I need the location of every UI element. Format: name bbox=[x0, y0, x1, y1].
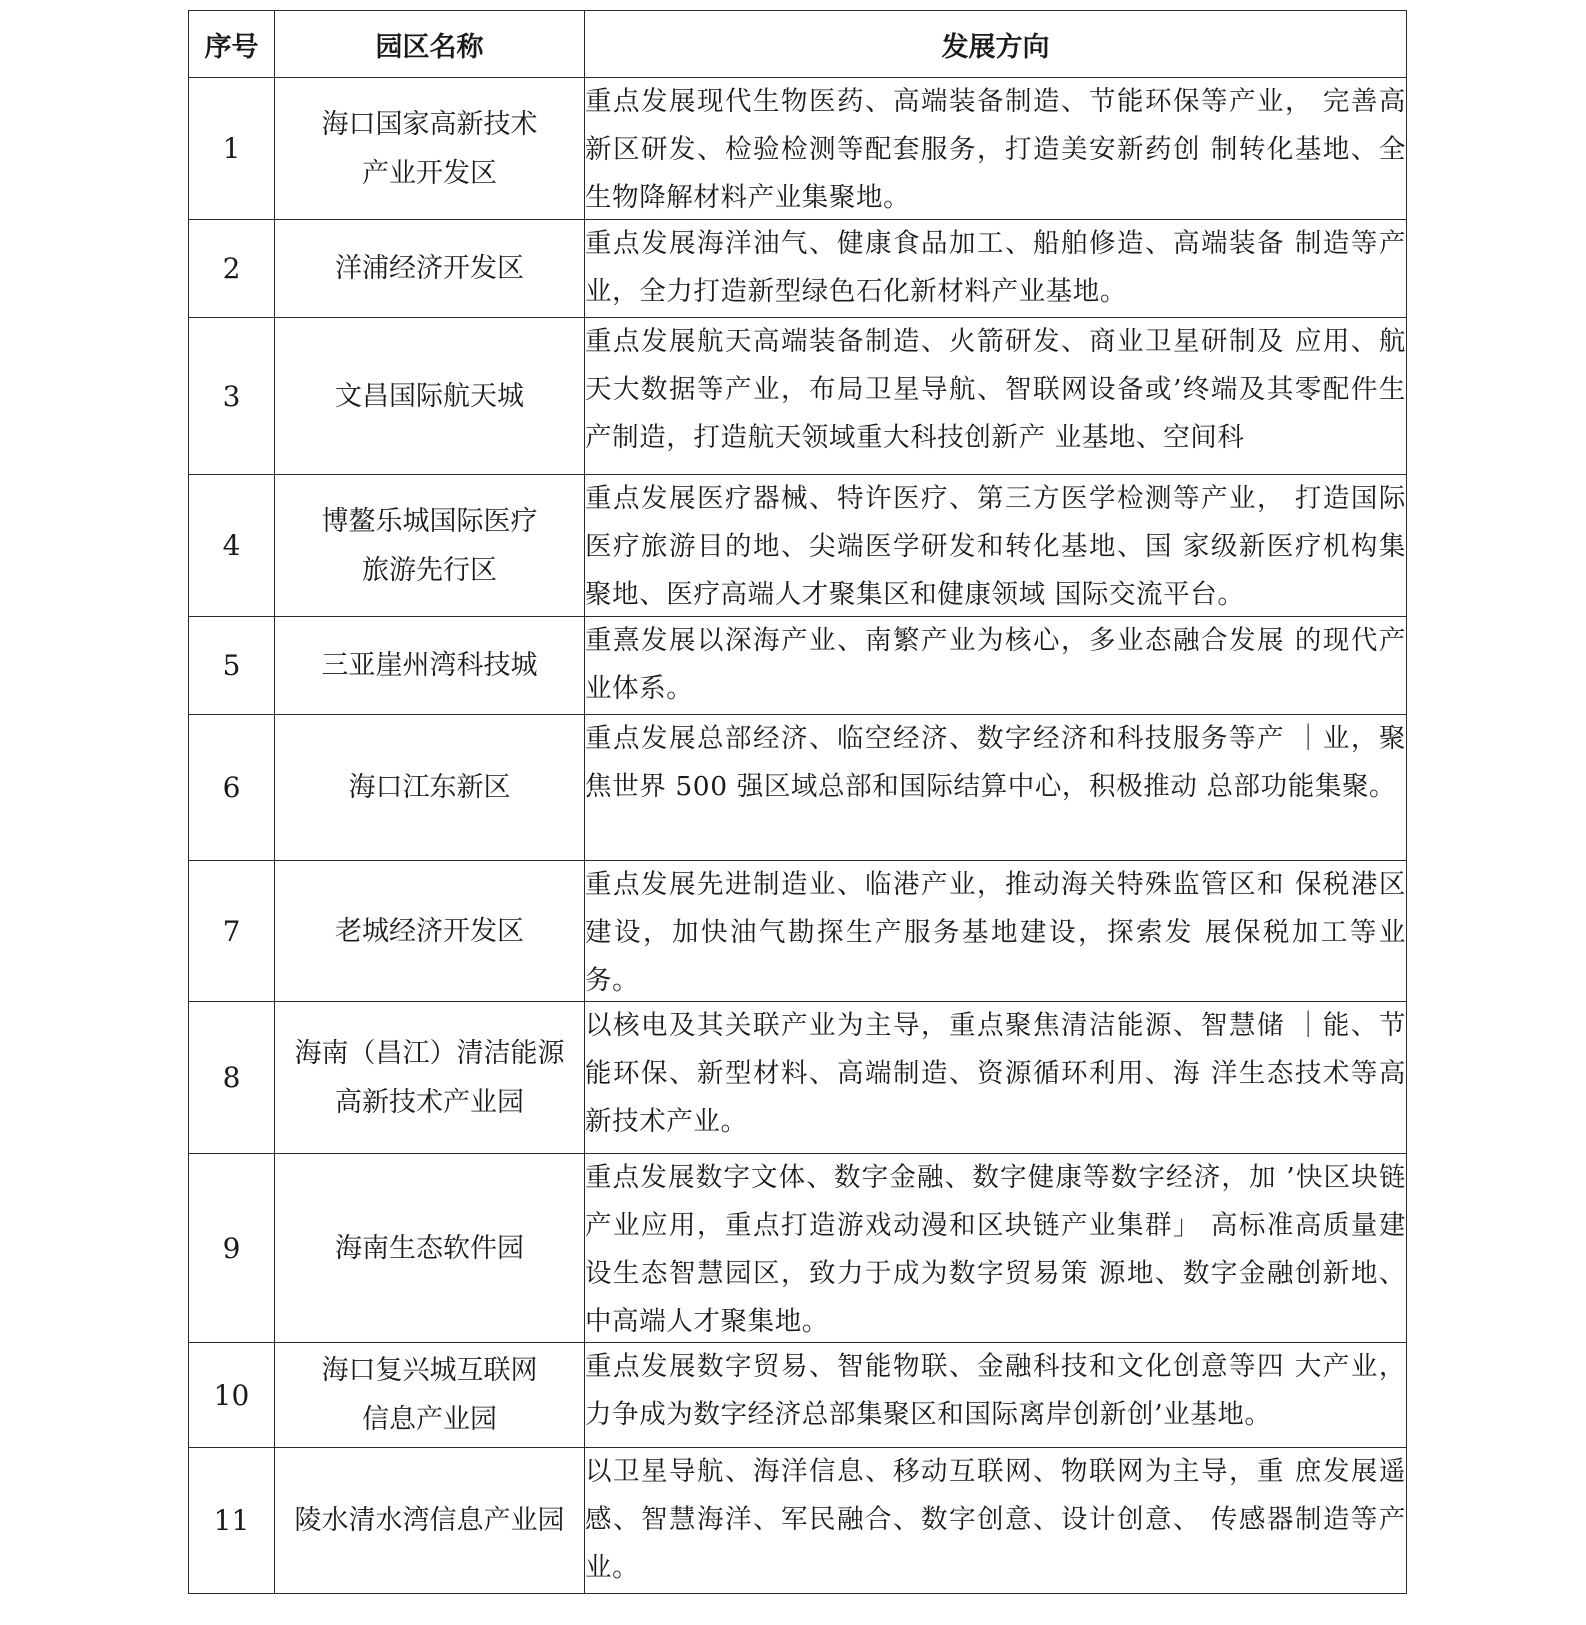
row-direction-text: 以卫星导航、海洋信息、移动互联网、物联网为主导，重 庶发展遥感、智慧海洋、军民融合、数字创意、设计创意、 传感器制造等产业。 bbox=[585, 1456, 1406, 1583]
row-direction bbox=[585, 861, 1407, 1002]
row-no: 3 bbox=[189, 318, 275, 475]
table-row bbox=[189, 1154, 1407, 1343]
table-row bbox=[189, 78, 1407, 220]
header-no: 序号 bbox=[189, 11, 275, 78]
header-development-direction: 发展方向 bbox=[585, 11, 1407, 78]
row-no: 11 bbox=[189, 1448, 275, 1594]
table-row bbox=[189, 861, 1407, 1002]
row-park-name: 洋浦经济开发区 bbox=[275, 220, 585, 318]
row-no: 9 bbox=[189, 1154, 275, 1343]
row-direction bbox=[585, 1448, 1407, 1594]
row-park-name: 海口复兴城互联网 信息产业园 bbox=[275, 1343, 585, 1448]
row-park-name: 海南（昌江）清洁能源 高新技术产业园 bbox=[275, 1002, 585, 1154]
row-direction bbox=[585, 1154, 1407, 1343]
table-header-row bbox=[189, 11, 1407, 78]
row-park-name: 陵水清水湾信息产业园 bbox=[275, 1448, 585, 1594]
row-direction bbox=[585, 1343, 1407, 1448]
row-no: 4 bbox=[189, 475, 275, 617]
row-no: 6 bbox=[189, 715, 275, 861]
row-direction-text: 重点发展数字文体、数字金融、数字健康等数字经济，加 ’快区块链产业应用，重点打造游戏动漫和区块链产业集群」 高标准高质量建设生态智慧园区，致力于成为数字贸易策 源地、数字金融创新地、中高端人才聚集地。 bbox=[585, 1162, 1406, 1337]
row-no: 7 bbox=[189, 861, 275, 1002]
table-row bbox=[189, 715, 1407, 861]
row-no: 10 bbox=[189, 1343, 275, 1448]
row-park-name: 文昌国际航天城 bbox=[275, 318, 585, 475]
row-direction bbox=[585, 617, 1407, 715]
row-direction-text: 以核电及其关联产业为主导，重点聚焦清洁能源、智慧储 ｜能、节能环保、新型材料、高端制造、资源循环利用、海 洋生态技术等高新技术产业。 bbox=[585, 1010, 1406, 1137]
row-direction bbox=[585, 318, 1407, 475]
row-no: 2 bbox=[189, 220, 275, 318]
table-row bbox=[189, 617, 1407, 715]
table-row bbox=[189, 220, 1407, 318]
row-direction bbox=[585, 1002, 1407, 1154]
row-direction-text: 重点发展数字贸易、智能物联、金融科技和文化创意等四 大产业，力争成为数字经济总部集聚区和国际离岸创新创’业基地。 bbox=[585, 1351, 1406, 1430]
row-no: 5 bbox=[189, 617, 275, 715]
row-direction-text: 重点发展海洋油气、健康食品加工、船舶修造、高端装备 制造等产业，全力打造新型绿色石化新材料产业基地。 bbox=[585, 228, 1406, 307]
row-park-name: 老城经济开发区 bbox=[275, 861, 585, 1002]
row-direction-text: 重点发展医疗器械、特许医疗、第三方医学检测等产业， 打造国际医疗旅游目的地、尖端医学研发和转化基地、国 家级新医疗机构集聚地、医疗高端人才聚集区和健康领域 国际交流平台。 bbox=[585, 483, 1406, 610]
row-no: 1 bbox=[189, 78, 275, 220]
row-direction bbox=[585, 78, 1407, 220]
row-direction-text: 重点发展先进制造业、临港产业，推动海关特殊监管区和 保税港区建设，加快油气勘探生产服务基地建设，探索发 展保税加工等业务。 bbox=[585, 869, 1406, 996]
row-direction bbox=[585, 715, 1407, 861]
row-direction-text: 重点发展总部经济、临空经济、数字经济和科技服务等产 ｜业，聚焦世界 500 强区域总部和国际结算中心，积极推动 总部功能集聚。 bbox=[585, 723, 1406, 802]
table-row bbox=[189, 318, 1407, 475]
row-park-name: 三亚崖州湾科技城 bbox=[275, 617, 585, 715]
row-no: 8 bbox=[189, 1002, 275, 1154]
row-direction bbox=[585, 475, 1407, 617]
table-row bbox=[189, 1448, 1407, 1594]
row-park-name: 海南生态软件园 bbox=[275, 1154, 585, 1343]
row-direction-text: 重熹发展以深海产业、南繁产业为核心，多业态融合发展 的现代产业体系。 bbox=[585, 625, 1406, 704]
row-direction-text: 重点发展航天高端装备制造、火箭研发、商业卫星研制及 应用、航天大数据等产业，布局卫星导航、智联网设备或’终端及其零配件生产制造，打造航天领域重大科技创新产 业基地、空间科 bbox=[585, 326, 1406, 453]
row-park-name: 博鳌乐城国际医疗 旅游先行区 bbox=[275, 475, 585, 617]
row-direction-text: 重点发展现代生物医药、高端装备制造、节能环保等产业， 完善高新区研发、检验检测等配套服务，打造美安新药创 制转化基地、全生物降解材料产业集聚地。 bbox=[585, 86, 1406, 213]
header-park-name: 园区名称 bbox=[275, 11, 585, 78]
table-row bbox=[189, 475, 1407, 617]
row-direction bbox=[585, 220, 1407, 318]
table-row bbox=[189, 1343, 1407, 1448]
row-park-name: 海口国家高新技术 产业开发区 bbox=[275, 78, 585, 220]
row-park-name: 海口江东新区 bbox=[275, 715, 585, 861]
table-row bbox=[189, 1002, 1407, 1154]
industrial-parks-table bbox=[188, 10, 1407, 1594]
